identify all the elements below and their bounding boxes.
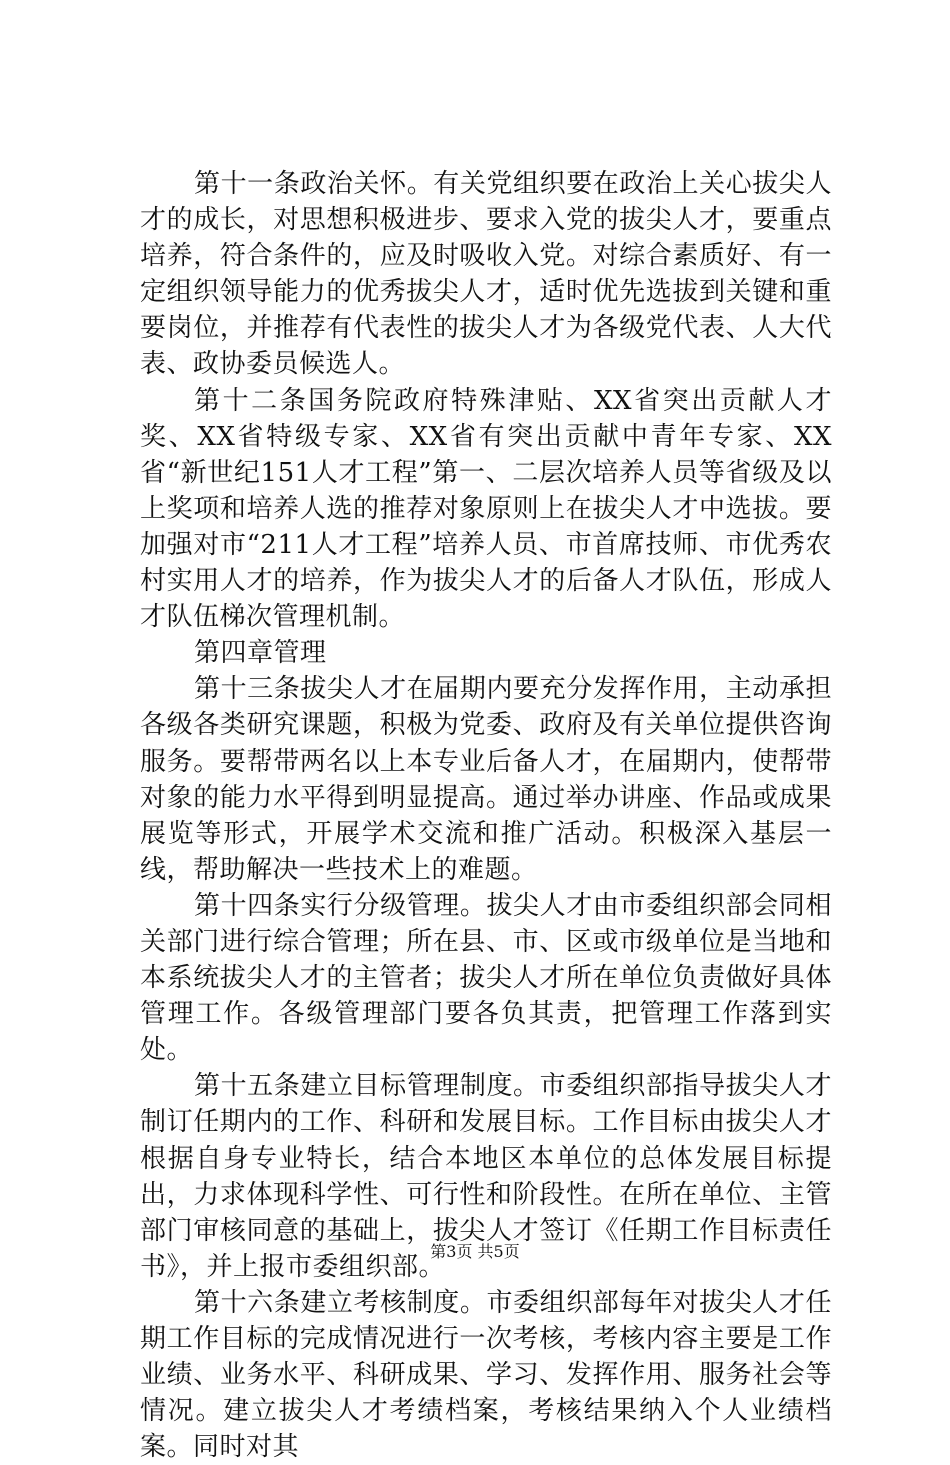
paragraph-article-16: 第十六条建立考核制度。市委组织部每年对拔尖人才任期工作目标的完成情况进行一次考核，考核内容主要是工作业绩、业务水平、科研成果、学习、发挥作用、服务社会等情况。建立拔尖人才考绩档案，考核结果纳入个人业绩档案。同时对其 — [140, 1287, 832, 1463]
page-number-footer: 第3页 共5页 — [430, 1242, 520, 1261]
paragraph-article-12: 第十二条国务院政府特殊津贴、XX省突出贡献人才奖、XX省特级专家、XX省有突出贡献中青年专家、XX省“新世纪151人才工程”第一、二层次培养人员等省级及以上奖项和培养人选的推荐对象原则上在拔尖人才中选拔。要加强对市“211人才工程”培养人员、市首席技师、市优秀农村实用人才的培养，作为拔尖人才的后备人才队伍，形成人才队伍梯次管理机制。 — [140, 385, 832, 633]
paragraph-article-13: 第十三条拔尖人才在届期内要充分发挥作用，主动承担各级各类研究课题，积极为党委、政府及有关单位提供咨询服务。要帮带两名以上本专业后备人才，在届期内，使帮带对象的能力水平得到明显提高。通过举办讲座、作品或成果展览等形式，开展学术交流和推广活动。积极深入基层一线，帮助解决一些技术上的难题。 — [140, 674, 832, 885]
paragraph-article-15: 第十五条建立目标管理制度。市委组织部指导拔尖人才制订任期内的工作、科研和发展目标。工作目标由拔尖人才根据自身专业特长，结合本地区本单位的总体发展目标提出，力求体现科学性、可行性和阶段性。在所在单位、主管部门审核同意的基础上，拔尖人才签订《任期工作目标责任书》，并上报市委组织部。 — [140, 1071, 832, 1282]
document-body — [140, 166, 832, 1465]
paragraph-article-14: 第十四条实行分级管理。拔尖人才由市委组织部会同相关部门进行综合管理；所在县、市、区或市级单位是当地和本系统拔尖人才的主管者；拔尖人才所在单位负责做好具体管理工作。各级管理部门要各负其责，把管理工作落到实处。 — [140, 890, 832, 1066]
chapter-heading: 第四章管理 — [194, 638, 327, 669]
paragraph-article-11: 第十一条政治关怀。有关党组织要在政治上关心拔尖人才的成长，对思想积极进步、要求入党的拔尖人才，要重点培养，符合条件的，应及时吸收入党。对综合素质好、有一定组织领导能力的优秀拔尖人才，适时优先选拔到关键和重要岗位，并推荐有代表性的拔尖人才为各级党代表、人大代表、政协委员候选人。 — [140, 169, 832, 380]
